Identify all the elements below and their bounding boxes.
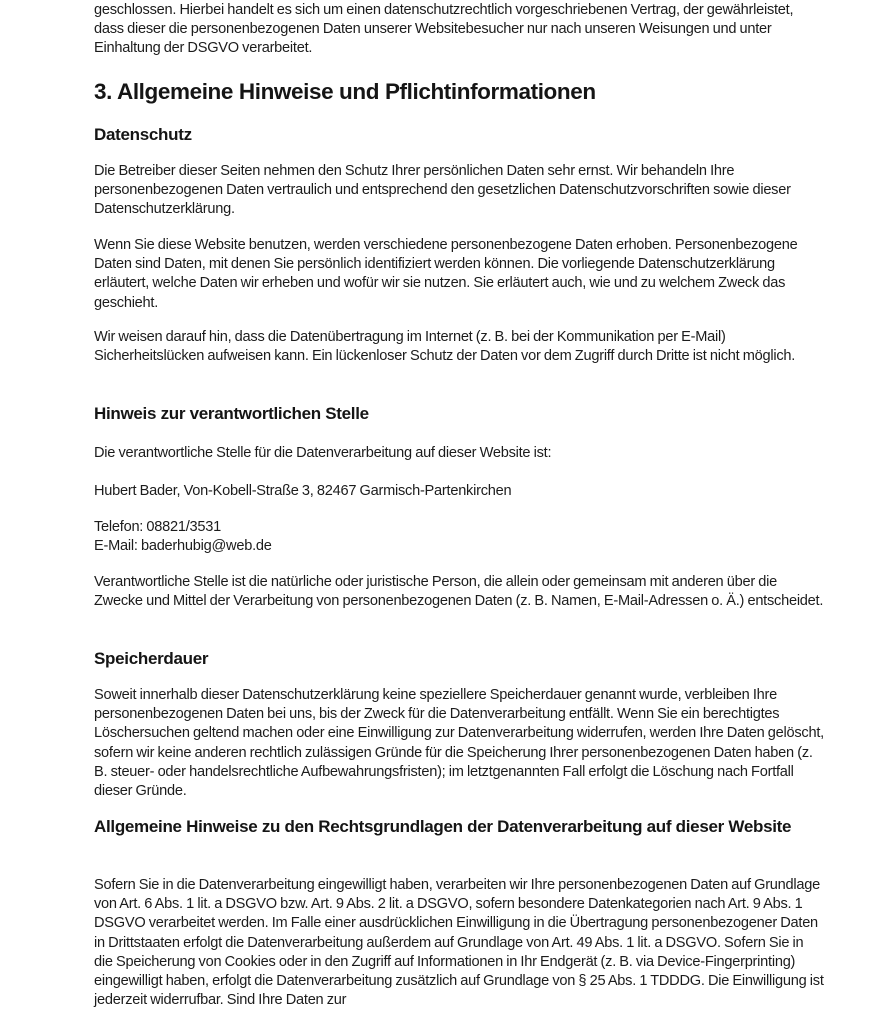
heading-datenschutz: Datenschutz (94, 125, 192, 144)
speicherdauer-paragraph: Soweit innerhalb dieser Datenschutzerklärung keine speziellere Speicherdauer genannt wurde, verbleiben Ihre personenbezogenen Daten bei uns, bis der Zweck für die Datenverarbeitung entfällt. Wenn Sie ein berechtigtes Löschersuchen geltend machen oder eine Einwilligung zur Datenverarbeitung widerrufen, werden Ihre Daten gelöscht, sofern wir keine anderen rechtlich zulässigen Gründe für die Speicherung Ihrer personenbezogenen Daten haben (z. B. steuer- oder handelsrechtliche Aufbewahrungsfristen); im letztgenannten Fall erfolgt die Löschung nach Fortfall dieser Gründe. (94, 687, 824, 800)
verantwortliche-stelle-closing: Verantwortliche Stelle ist die natürliche oder juristische Person, die allein oder gemeinsam mit anderen über die Zwecke und Mittel der Verarbeitung von personenbezogenen Daten (z. B. Namen, E-Mail-Adressen o. Ä.) entscheidet. (94, 574, 824, 610)
heading-verantwortliche-stelle: Hinweis zur verantwortlichen Stelle (94, 404, 369, 423)
heading-speicherdauer: Speicherdauer (94, 649, 209, 668)
controller-phone: Telefon: 08821/3531 (94, 519, 222, 535)
datenschutz-paragraph-1: Die Betreiber dieser Seiten nehmen den Schutz Ihrer persönlichen Daten sehr ernst. Wir behandeln Ihre personenbezogenen Daten vertraulich und entsprechend den gesetzlichen Datenschutzvorschriften sowie dieser Datenschutzerklärung. (94, 163, 791, 218)
datenschutz-paragraph-3: Wir weisen darauf hin, dass die Datenübertragung im Internet (z. B. bei der Kommunikation per E-Mail) Sicherheitslücken aufweisen kann. Ein lückenloser Schutz der Daten vor dem Zugriff durch Dritte ist nicht möglich. (94, 329, 796, 365)
intro-paragraph: geschlossen. Hierbei handelt es sich um einen datenschutzrechtlich vorgeschriebenen Vertrag, der gewährleistet, dass dieser die personenbezogenen Daten unserer Websitebesucher nur nach unseren Weisungen und unter Einhaltung der DSGVO verarbeitet. (94, 2, 794, 57)
datenschutz-paragraph-2: Wenn Sie diese Website benutzen, werden verschiedene personenbezogene Daten erhoben. Personenbezogene Daten sind Daten, mit denen Sie persönlich identifiziert werden können. Die vorliegende Datenschutzerklärung erläutert, welche Daten wir erheben und wofür wir sie nutzen. Sie erläutert auch, wie und zu welchem Zweck das geschieht. (94, 237, 798, 311)
rechtsgrundlagen-paragraph: Sofern Sie in die Datenverarbeitung eingewilligt haben, verarbeiten wir Ihre personenbezogenen Daten auf Grundlage von Art. 6 Abs. 1 lit. a DSGVO bzw. Art. 9 Abs. 2 lit. a DSGVO, sofern besondere Datenkategorien nach Art. 9 Abs. 1 DSGVO verarbeitet werden. Im Falle einer ausdrücklichen Einwilligung in die Übertragung personenbezogener Daten in Drittstaaten erfolgt die Datenverarbeitung außerdem auf Grundlage von Art. 49 Abs. 1 lit. a DSGVO. Sofern Sie in die Speicherung von Cookies oder in den Zugriff auf Informationen in Ihr Endgerät (z. B. via Device-Fingerprinting) eingewilligt haben, erfolgt die Datenverarbeitung zusätzlich auf Grundlage von § 25 Abs. 1 TDDDG. Die Einwilligung ist jederzeit widerrufbar. Sind Ihre Daten zur (94, 877, 824, 1009)
heading-rechtsgrundlagen: Allgemeine Hinweise zu den Rechtsgrundlagen der Datenverarbeitung auf dieser Website (94, 817, 792, 836)
section-heading: 3. Allgemeine Hinweise und Pflichtinformationen (94, 79, 596, 104)
controller-email: E-Mail: baderhubig@web.de (94, 538, 272, 554)
controller-address: Hubert Bader, Von-Kobell-Straße 3, 82467 Garmisch-Partenkirchen (94, 483, 512, 499)
verantwortliche-stelle-intro: Die verantwortliche Stelle für die Datenverarbeitung auf dieser Website ist: (94, 445, 552, 461)
